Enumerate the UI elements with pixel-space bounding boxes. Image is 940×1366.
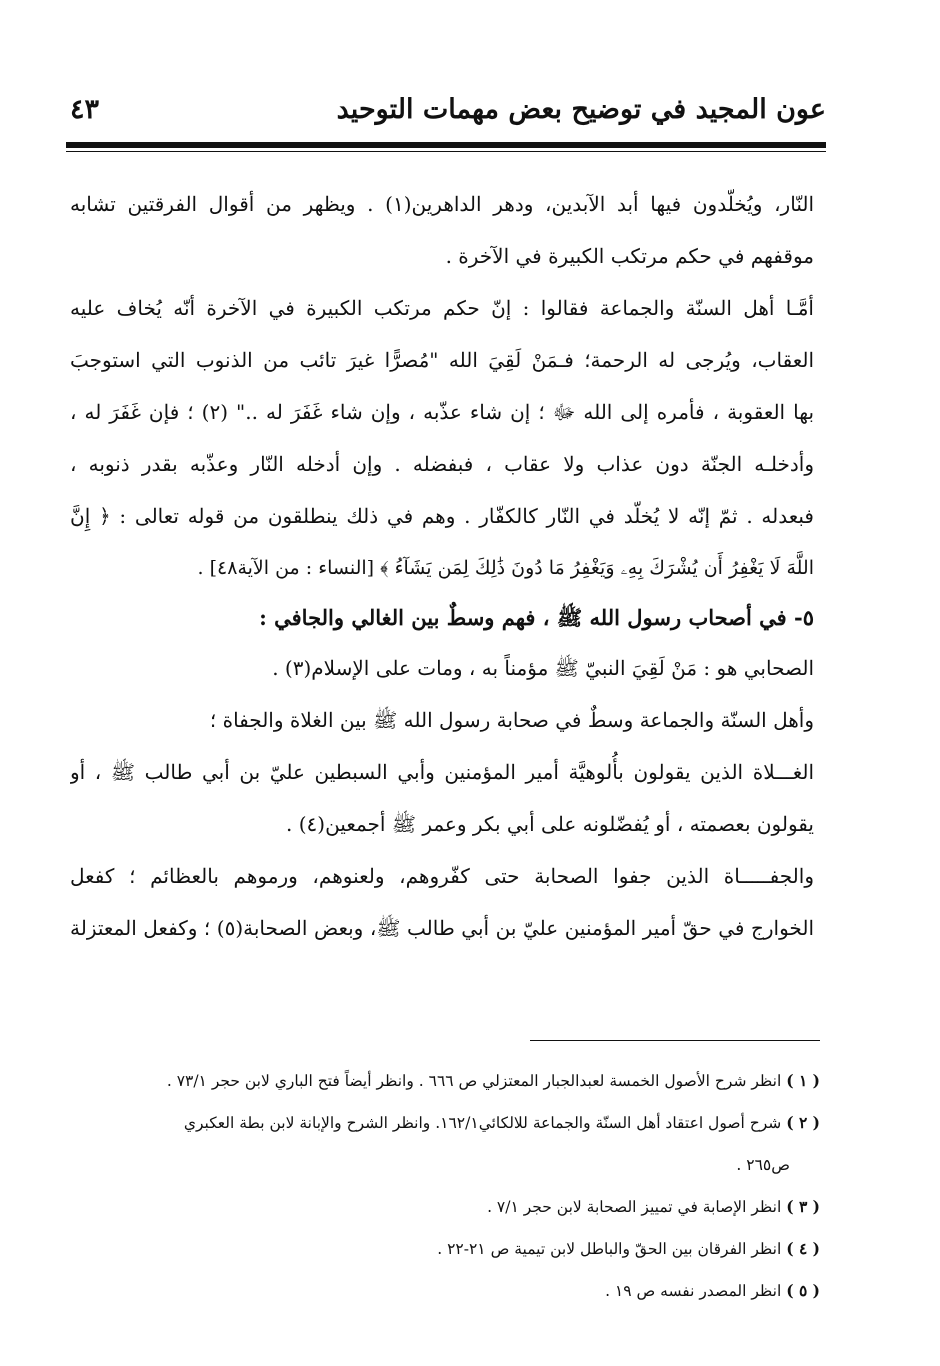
quran-verse-line: اللَّهَ لَا يَغْفِرُ أَن يُشْرَكَ بِهِۦ وَيَغْفِرُ مَا دُونَ ذَٰلِكَ لِمَن يَشَآءُ ﴾ [النساء : من الآية٤٨] . — [197, 557, 814, 579]
footnote-number: ( ٤ ) — [786, 1239, 820, 1258]
body-line: يقولون بعصمته ، أو يُفضّلونه على أبي بكر وعمر ﷺ أجمعين(٤) . — [285, 812, 814, 836]
section-heading: ٥- في أصحاب رسول الله ﷺ ، فهم وسطٌ بين الغالي والجافي : — [259, 605, 814, 630]
body-line: الصحابي هو : مَنْ لَقِيَ النبيّ ﷺ مؤمناً به ، ومات على الإسلام(٣) . — [272, 656, 814, 680]
body-line: الخوارج في حقّ أمير المؤمنين عليّ بن أبي طالب ﷺ، وبعض الصحابة(٥) ؛ وكفعل المعتزلة — [70, 916, 814, 940]
body-line: النّار، ويُخلّدون فيها أبد الآبدين، ودهر الداهرين(١) . ويظهر من أقوال الفرقتين تشابه — [70, 192, 814, 216]
footnote-text: انظر شرح الأصول الخمسة لعبدالجبار المعتزلي ص ٦٦٦ . وانظر أيضاً فتح الباري لابن حجر ٧٣/١ . — [166, 1072, 782, 1090]
footnote-text: شرح أصول اعتقاد أهل السنّة والجماعة للالكائي١٦٢/١. وانظر الشرح والإبانة لابن بطة العكبري — [183, 1114, 782, 1132]
footnote — [70, 1102, 820, 1144]
body-line: وأهل السنّة والجماعة وسطٌ في صحابة رسول الله ﷺ بين الغلاة والجفاة ؛ — [209, 708, 814, 732]
footnote-rule — [530, 1040, 820, 1041]
footnote-text: انظر الإصابة في تمييز الصحابة لابن حجر ٧/١ . — [487, 1198, 782, 1216]
body-line: أمَّـا أهل السنّة والجماعة فقالوا : إنّ حكم مرتكب الكبيرة في الآخرة أنّه يُخاف عليه — [70, 296, 814, 320]
footnote — [70, 1186, 820, 1228]
footnote-continuation — [70, 1144, 820, 1186]
body-line: الغـــلاة الذين يقولون بأُلوهيَّة أمير المؤمنين وأبي السبطين عليّ بن أبي طالب ﷺ ، أو — [70, 760, 814, 784]
book-title: عون المجيد في توضيح بعض مهمات التوحيد — [336, 94, 826, 125]
footnote — [70, 1270, 820, 1312]
body-text — [70, 178, 814, 954]
footnote-text: انظر الفرقان بين الحقّ والباطل لابن تيمية ص ٢١-٢٢ . — [437, 1240, 782, 1258]
header-rule — [66, 142, 826, 148]
body-line: العقاب، ويُرجى له الرحمة؛ فـمَنْ لَقِيَ الله "مُصرًّا غيرَ تائب من الذنوب التي استوجبَ — [70, 348, 814, 372]
footnote — [70, 1060, 820, 1102]
footnote — [70, 1228, 820, 1270]
footnotes — [70, 1060, 820, 1312]
footnote-text: انظر المصدر نفسه ص ١٩ . — [605, 1282, 782, 1300]
body-line: فبعدله . ثمّ إنّه لا يُخلّد في النّار كالكفّار . وهم في ذلك ينطلقون من قوله تعالى : ﴿ إِنَّ — [70, 504, 814, 528]
page-header — [66, 86, 826, 146]
body-line: موقفهم في حكم مرتكب الكبيرة في الآخرة . — [445, 244, 814, 268]
body-line: والجفـــــاة الذين جفوا الصحابة حتى كفّروهم، ولعنوهم، ورموهم بالعظائم ؛ كفعل — [70, 864, 814, 888]
footnote-number: ( ٣ ) — [786, 1197, 820, 1216]
body-line: وأدخلـه الجنّة دون عذاب ولا عقاب ، فبفضله . وإن أدخله النّار وعذّبه بقدر ذنوبه ، — [70, 452, 814, 476]
page-number: ٤٣ — [70, 94, 100, 125]
footnote-number: ( ٥ ) — [786, 1281, 820, 1300]
header-rule-thin — [66, 151, 826, 152]
footnote-text: ص٢٦٥ . — [736, 1156, 790, 1174]
footnote-number: ( ٢ ) — [786, 1113, 820, 1132]
body-line: بها العقوبة ، فأمره إلى الله ﷻ ؛ إن شاء عذّبه ، وإن شاء غَفَرَ له .." (٢) ؛ فإن غَفَرَ له ، — [70, 400, 814, 424]
footnote-number: ( ١ ) — [786, 1071, 820, 1090]
